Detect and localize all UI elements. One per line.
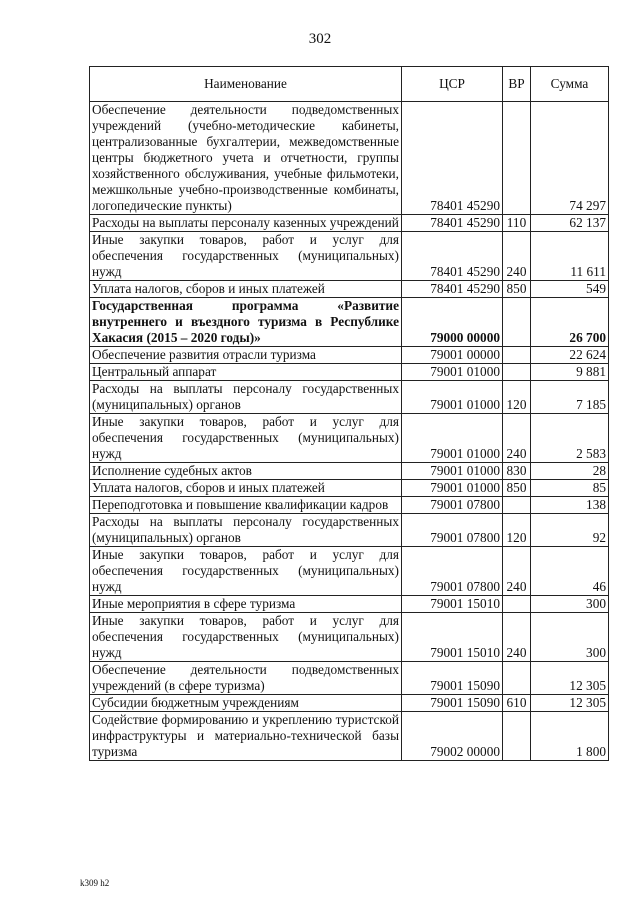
row-vr: 240 — [503, 613, 531, 662]
row-name: Расходы на выплаты персоналу государственных (муниципальных) органов — [90, 514, 402, 547]
row-name: Обеспечение деятельности подведомственных учреждений (в сфере туризма) — [90, 662, 402, 695]
table-row — [90, 514, 609, 547]
row-csr: 79001 15090 — [402, 662, 503, 695]
row-csr: 78401 45290 — [402, 281, 503, 298]
row-vr: 240 — [503, 232, 531, 281]
table-row — [90, 298, 609, 347]
row-name: Иные закупки товаров, работ и услуг для обеспечения государственных (муниципальных) нужд — [90, 613, 402, 662]
row-vr: 850 — [503, 480, 531, 497]
row-sum: 549 — [531, 281, 609, 298]
table-row — [90, 232, 609, 281]
row-vr — [503, 347, 531, 364]
row-sum: 138 — [531, 497, 609, 514]
row-name: Иные закупки товаров, работ и услуг для обеспечения государственных (муниципальных) нужд — [90, 547, 402, 596]
table-row — [90, 662, 609, 695]
row-sum: 85 — [531, 480, 609, 497]
row-name: Иные мероприятия в сфере туризма — [90, 596, 402, 613]
row-sum: 74 297 — [531, 102, 609, 215]
row-sum: 1 800 — [531, 712, 609, 761]
row-csr: 79001 01000 — [402, 414, 503, 463]
row-name: Исполнение судебных актов — [90, 463, 402, 480]
table-row — [90, 364, 609, 381]
table-row — [90, 414, 609, 463]
row-csr: 79001 15010 — [402, 613, 503, 662]
row-name: Переподготовка и повышение квалификации кадров — [90, 497, 402, 514]
row-vr: 610 — [503, 695, 531, 712]
header-vr: ВР — [503, 67, 531, 102]
row-vr: 240 — [503, 414, 531, 463]
row-name: Государственная программа «Развитие внутреннего и въездного туризма в Республике Хакасия (2015 – 2020 годы)» — [90, 298, 402, 347]
row-csr: 79001 00000 — [402, 347, 503, 364]
row-sum: 92 — [531, 514, 609, 547]
row-vr — [503, 712, 531, 761]
row-name: Иные закупки товаров, работ и услуг для обеспечения государственных (муниципальных) нужд — [90, 232, 402, 281]
row-sum: 62 137 — [531, 215, 609, 232]
table-body — [90, 102, 609, 761]
table-row — [90, 215, 609, 232]
row-vr: 830 — [503, 463, 531, 480]
row-name: Обеспечение развития отрасли туризма — [90, 347, 402, 364]
row-name: Центральный аппарат — [90, 364, 402, 381]
row-csr: 79002 00000 — [402, 712, 503, 761]
row-csr: 79001 01000 — [402, 480, 503, 497]
table-row — [90, 463, 609, 480]
table-row — [90, 547, 609, 596]
page-number: 302 — [308, 31, 332, 47]
row-csr: 79001 15010 — [402, 596, 503, 613]
row-vr: 110 — [503, 215, 531, 232]
row-csr: 78401 45290 — [402, 215, 503, 232]
row-name: Уплата налогов, сборов и иных платежей — [90, 281, 402, 298]
table-row — [90, 102, 609, 215]
row-sum: 300 — [531, 613, 609, 662]
row-vr — [503, 298, 531, 347]
row-vr: 850 — [503, 281, 531, 298]
row-vr — [503, 102, 531, 215]
row-sum: 46 — [531, 547, 609, 596]
table-row — [90, 712, 609, 761]
header-name: Наименование — [90, 67, 402, 102]
table-row — [90, 480, 609, 497]
table-row — [90, 381, 609, 414]
row-name: Уплата налогов, сборов и иных платежей — [90, 480, 402, 497]
row-csr: 79001 07800 — [402, 547, 503, 596]
table-row — [90, 281, 609, 298]
row-csr: 79001 15090 — [402, 695, 503, 712]
header-csr: ЦСР — [402, 67, 503, 102]
row-sum: 300 — [531, 596, 609, 613]
row-name: Обеспечение деятельности подведомственных учреждений (учебно-методические кабинеты, централизованные бухгалтерии, межведомственные центры бюджетного учета и отчетности, группы хозяйственного обслуживания, учебные фильмотеки, межшкольные учебно-производственные комбинаты, логопедические пункты) — [90, 102, 402, 215]
row-csr: 79001 01000 — [402, 364, 503, 381]
row-csr: 79001 01000 — [402, 463, 503, 480]
row-sum: 12 305 — [531, 695, 609, 712]
row-sum: 9 881 — [531, 364, 609, 381]
table-row — [90, 497, 609, 514]
budget-table — [89, 66, 609, 761]
row-vr: 120 — [503, 381, 531, 414]
table-row — [90, 596, 609, 613]
row-sum: 11 611 — [531, 232, 609, 281]
table-row — [90, 695, 609, 712]
row-name: Расходы на выплаты персоналу государственных (муниципальных) органов — [90, 381, 402, 414]
table-header-row — [90, 67, 609, 102]
row-name: Субсидии бюджетным учреждениям — [90, 695, 402, 712]
row-sum: 28 — [531, 463, 609, 480]
row-vr: 240 — [503, 547, 531, 596]
row-vr: 120 — [503, 514, 531, 547]
header-sum: Сумма — [531, 67, 609, 102]
row-sum: 22 624 — [531, 347, 609, 364]
row-sum: 2 583 — [531, 414, 609, 463]
row-sum: 12 305 — [531, 662, 609, 695]
footer-code: k309 h2 — [80, 878, 110, 888]
row-csr: 79001 01000 — [402, 381, 503, 414]
row-vr — [503, 364, 531, 381]
row-csr: 79000 00000 — [402, 298, 503, 347]
row-vr — [503, 596, 531, 613]
row-sum: 26 700 — [531, 298, 609, 347]
row-csr: 79001 07800 — [402, 497, 503, 514]
row-name: Содействие формированию и укреплению туристской инфраструктуры и материально-технической базы туризма — [90, 712, 402, 761]
row-csr: 78401 45290 — [402, 102, 503, 215]
row-sum: 7 185 — [531, 381, 609, 414]
row-name: Иные закупки товаров, работ и услуг для обеспечения государственных (муниципальных) нужд — [90, 414, 402, 463]
table-row — [90, 347, 609, 364]
row-vr — [503, 662, 531, 695]
row-csr: 79001 07800 — [402, 514, 503, 547]
row-name: Расходы на выплаты персоналу казенных учреждений — [90, 215, 402, 232]
row-vr — [503, 497, 531, 514]
table-row — [90, 613, 609, 662]
row-csr: 78401 45290 — [402, 232, 503, 281]
